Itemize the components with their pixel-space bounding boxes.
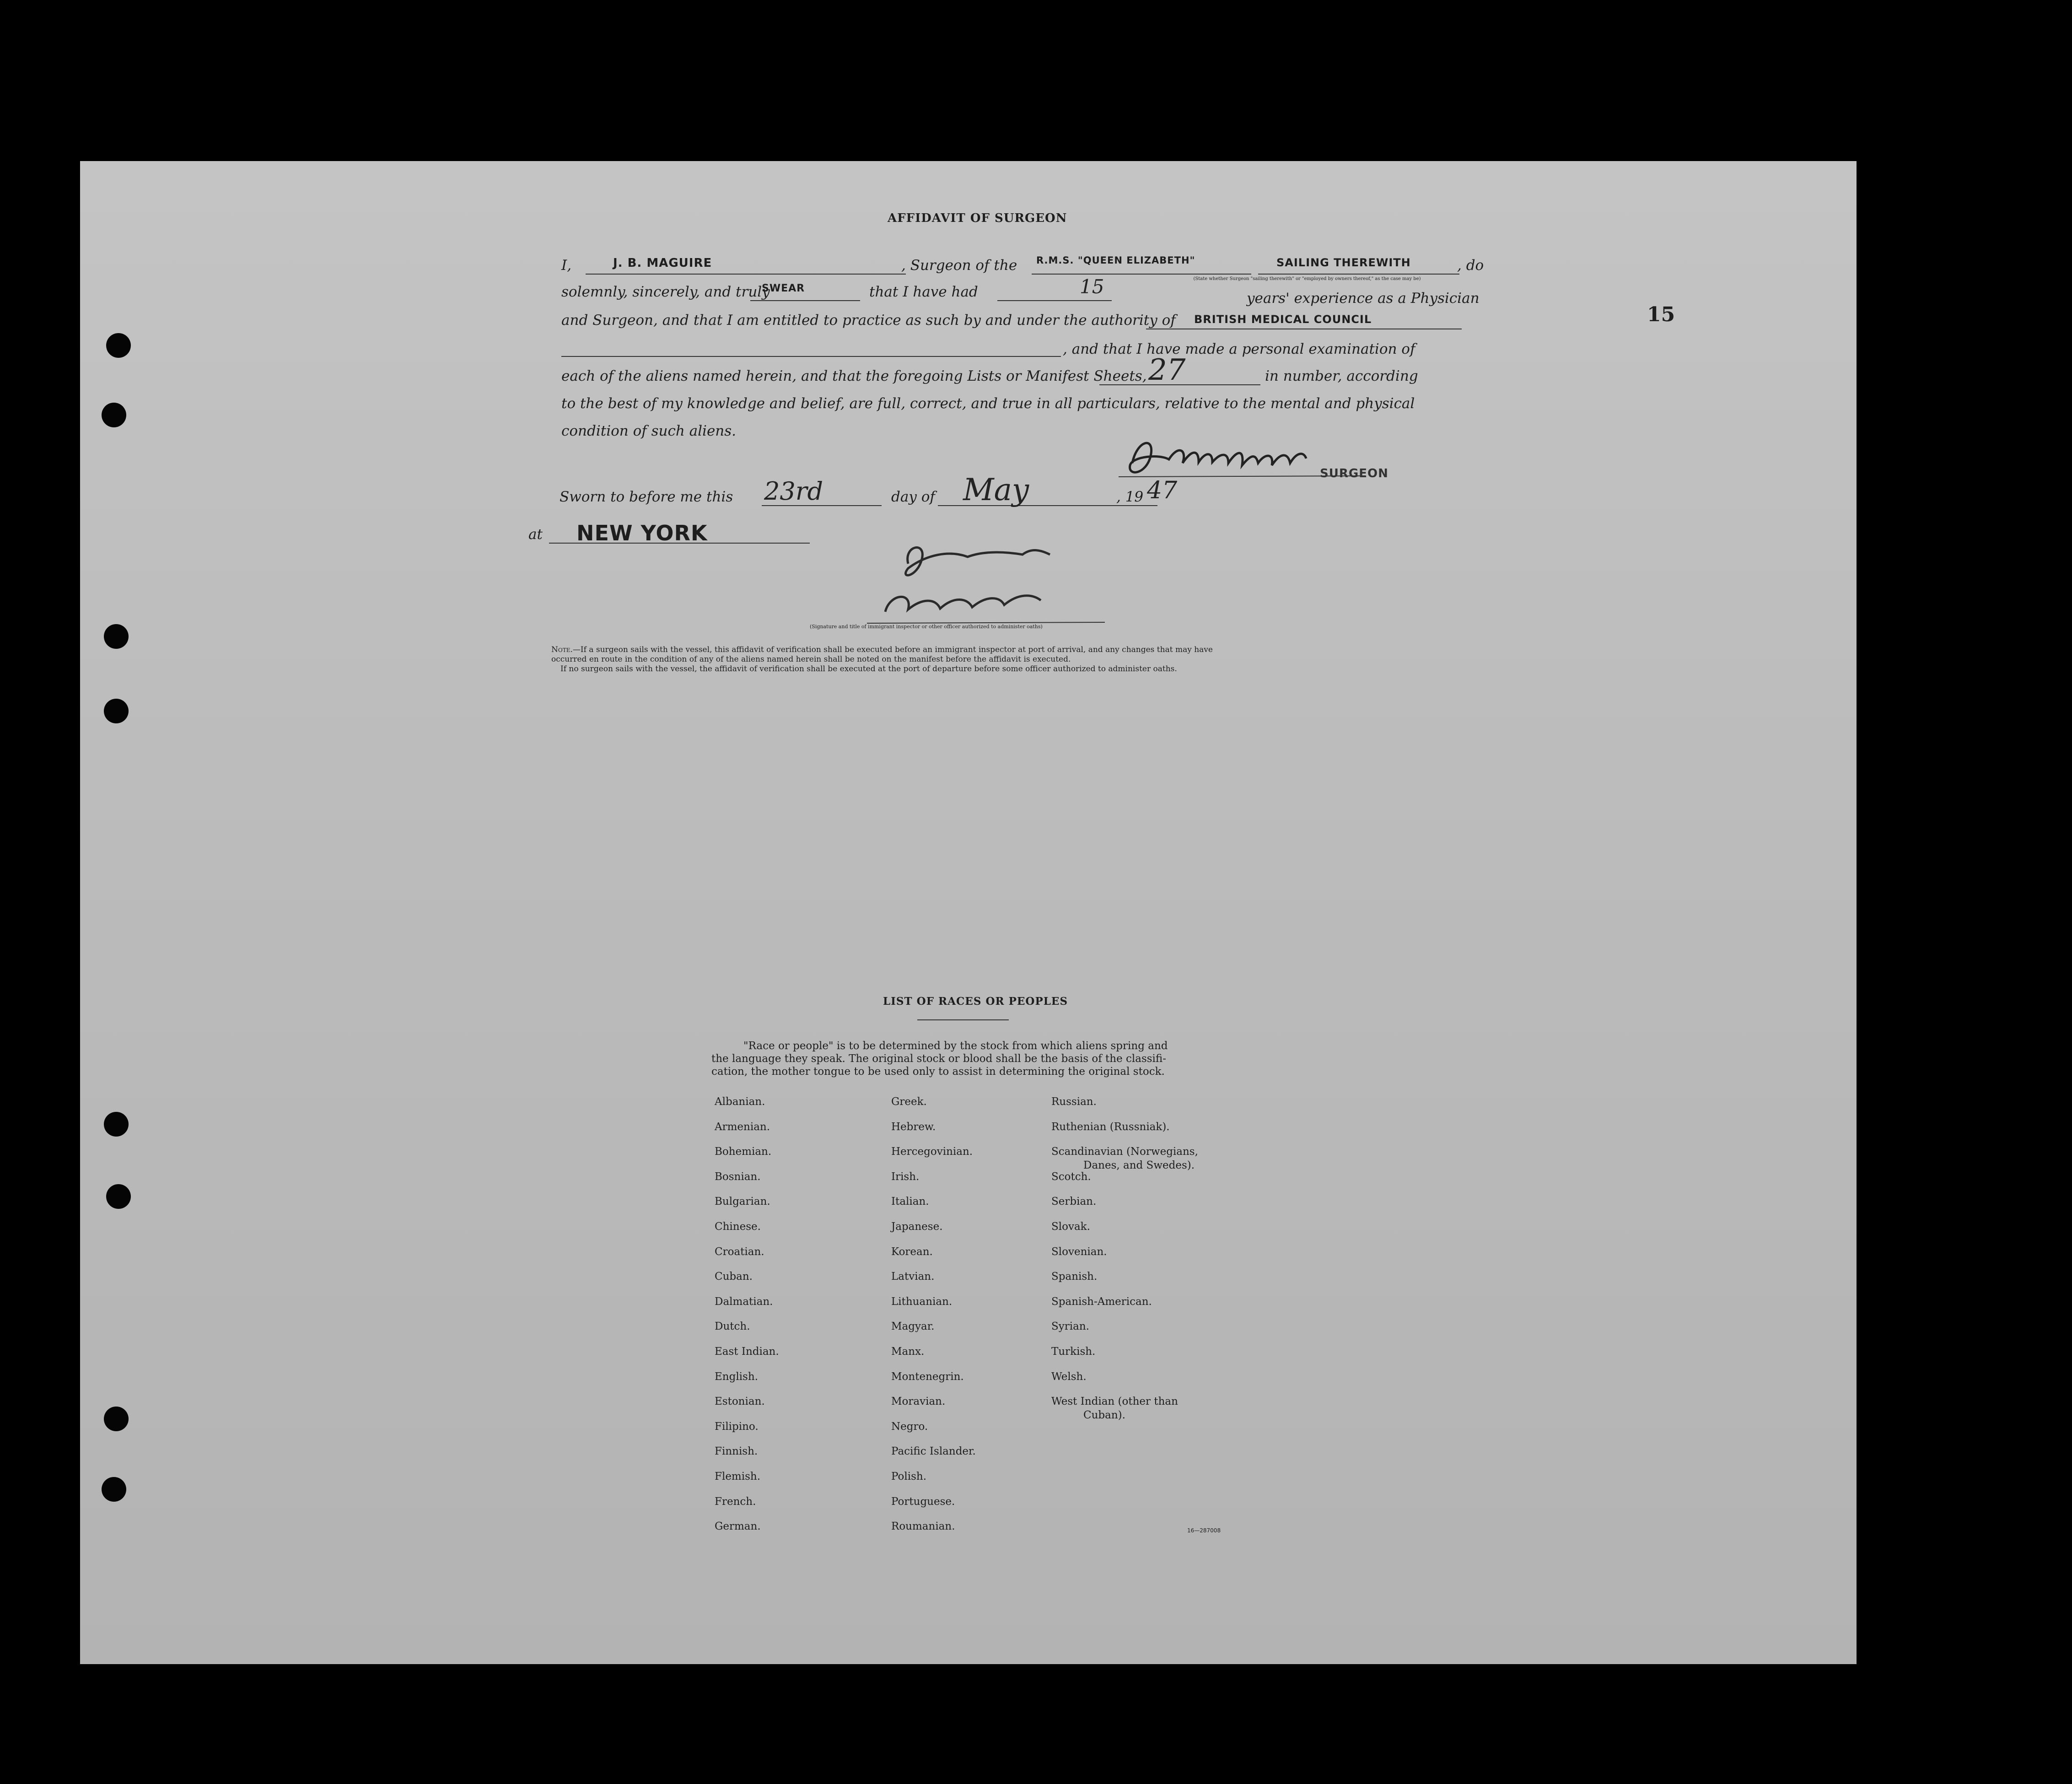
race-entry: Dutch. [715,1320,750,1333]
race-entry: Moravian. [891,1396,946,1408]
affidavit-line5-prefix: each of the aliens named herein, and that the foregoing Lists or Manifest Sheets, [561,368,1147,384]
race-entry: Russian. [1051,1096,1097,1108]
race-entry: Magyar. [891,1320,935,1333]
races-title-rule [917,1019,1009,1020]
race-entry: Korean. [891,1245,933,1258]
race-entry: Hebrew. [891,1121,936,1133]
race-entry: Scandinavian (Norwegians, [1051,1146,1198,1158]
affidavit-line3: and Surgeon, and that I am entitled to practice as such by and under the authority of [561,312,1176,329]
race-entry: Polish. [891,1471,927,1482]
race-entry: Finnish. [715,1445,758,1458]
affidavit-line2-mid: that I have had [869,284,978,300]
race-entry: Hercegovinian. [891,1146,973,1158]
race-entry: Albanian. [715,1096,765,1108]
race-entry: Portuguese. [891,1495,955,1508]
officer-signature [858,536,1114,628]
years-field: 15 [1080,275,1104,298]
affidavit-line6: to the best of my knowledge and belief, are full, correct, and true in all particulars, relative to the mental and physical [561,395,1415,412]
race-entry: Turkish. [1051,1346,1096,1358]
binder-hole [102,1477,126,1502]
affidavit-title: AFFIDAVIT OF SURGEON [888,211,1067,225]
sworn-year-field: 47 [1147,477,1178,504]
sworn-month-field: May [963,472,1029,507]
race-entry: West Indian (other than [1051,1396,1178,1408]
binder-hole [102,403,126,427]
note-line1: —If a surgeon sails with the vessel, this affidavit of verification shall be executed before an immigrant inspector at port of arrival, and any changes that may have [572,645,1213,654]
sworn-prefix: Sworn to before me this [560,489,733,505]
race-entry: Irish. [891,1170,920,1183]
sheets-field: 27 [1148,353,1186,387]
race-entry: Bulgarian. [715,1196,770,1208]
race-entry: Roumanian. [891,1520,955,1533]
race-entry: Greek. [891,1096,927,1108]
form-number: 16—287008 [1187,1527,1221,1534]
oath-field: SWEAR [762,283,805,294]
binder-hole [104,1112,129,1137]
race-entry: Danes, and Swedes). [1083,1159,1195,1172]
race-entry: Bohemian. [715,1146,772,1158]
officer-caption: (Signature and title of immigrant inspector or other officer authorized to administer oaths) [810,624,1043,630]
race-entry: Scotch. [1051,1170,1091,1183]
affidavit-line7: condition of such aliens. [561,423,737,439]
races-title: LIST OF RACES OR PEOPLES [883,995,1068,1008]
races-intro [711,1040,1168,1078]
race-entry: Latvian. [891,1271,935,1283]
race-entry: Negro. [891,1420,928,1433]
place-field: NEW YORK [576,521,708,545]
sworn-day-field: 23rd [764,477,823,506]
sworn-mid: day of [891,489,935,505]
note-line3: If no surgeon sails with the vessel, the affidavit of verification shall be executed at the port of departure before some officer authorized to administer oaths. [560,664,1177,674]
manifest-sheet [80,161,1857,1664]
authority-field: BRITISH MEDICAL COUNCIL [1194,313,1372,326]
affidavit-line1-end: , do [1457,257,1484,274]
race-entry: English. [715,1370,758,1383]
race-entry: French. [715,1495,756,1508]
affidavit-line2-end: years' experience as a Physician [1247,290,1480,307]
race-entry: East Indian. [715,1346,779,1358]
binder-hole [104,1407,129,1431]
races-intro-line2: the language they speak. The original stock or blood shall be the basis of the classifi- [711,1053,1167,1065]
capacity-blank [1258,274,1459,275]
race-entry: Welsh. [1051,1370,1087,1383]
surgeon-name-field: J. B. MAGUIRE [613,256,712,270]
years-blank [997,300,1112,301]
sworn-year-prefix: , 19 [1116,489,1144,505]
races-intro-line3: cation, the mother tongue to be used only to assist in determining the original stock. [711,1066,1165,1078]
races-intro-line1: "Race or people" is to be determined by the stock from which aliens spring and [743,1040,1168,1052]
affidavit-line1-prefix: I, [561,257,572,274]
capacity-field: SAILING THEREWITH [1276,256,1411,269]
at-label: at [528,526,543,543]
race-entry: Syrian. [1051,1320,1089,1333]
race-entry: Filipino. [715,1420,759,1433]
surgeon-name-blank [586,274,906,275]
race-entry: Spanish. [1051,1271,1098,1283]
oath-blank [750,300,860,301]
note-line2: occurred en route in the condition of any of the aliens named herein shall be noted on the manifest before the affidavit is executed. [551,655,1071,664]
race-entry: Flemish. [715,1471,761,1482]
race-entry: Italian. [891,1196,929,1208]
race-entry: Chinese. [715,1221,761,1233]
race-entry: German. [715,1520,761,1533]
affidavit-line4-end: , and that I have made a personal examination of [1063,341,1415,357]
note-lead: Note. [551,645,573,654]
vessel-blank [1032,274,1251,275]
race-entry: Manx. [891,1346,925,1358]
binder-hole [104,624,129,649]
affidavit-note [551,645,1475,674]
race-entry: Dalmatian. [715,1295,773,1308]
race-entry: Japanese. [891,1221,943,1233]
binder-hole [104,699,129,723]
vessel-field: R.M.S. "QUEEN ELIZABETH" [1036,255,1195,266]
surgeon-caption: SURGEON [1320,467,1389,480]
race-entry: Armenian. [715,1121,770,1133]
page-number: 15 [1647,303,1675,326]
race-entry: Slovenian. [1051,1245,1107,1258]
race-entry: Ruthenian (Russniak). [1051,1121,1170,1133]
race-entry: Montenegrin. [891,1370,964,1383]
race-entry: Serbian. [1051,1196,1097,1208]
affidavit-line2-prefix: solemnly, sincerely, and truly [561,284,770,300]
binder-hole [106,333,131,358]
affidavit-line5-end: in number, according [1265,368,1418,384]
authority-continued-blank [561,356,1061,357]
affidavit-line1-mid: , Surgeon of the [901,257,1017,274]
race-entry: Lithuanian. [891,1295,953,1308]
race-entry: Cuban). [1083,1409,1125,1422]
race-entry: Slovak. [1051,1221,1090,1233]
capacity-note: (State whether Surgeon "sailing therewith" or "employed by owners thereof," as the case may be) [1193,276,1421,281]
race-entry: Bosnian. [715,1170,761,1183]
race-entry: Spanish-American. [1051,1295,1152,1308]
race-entry: Estonian. [715,1396,765,1408]
race-entry: Croatian. [715,1245,764,1258]
binder-hole [106,1184,131,1209]
race-entry: Pacific Islander. [891,1445,976,1458]
race-entry: Cuban. [715,1271,753,1283]
